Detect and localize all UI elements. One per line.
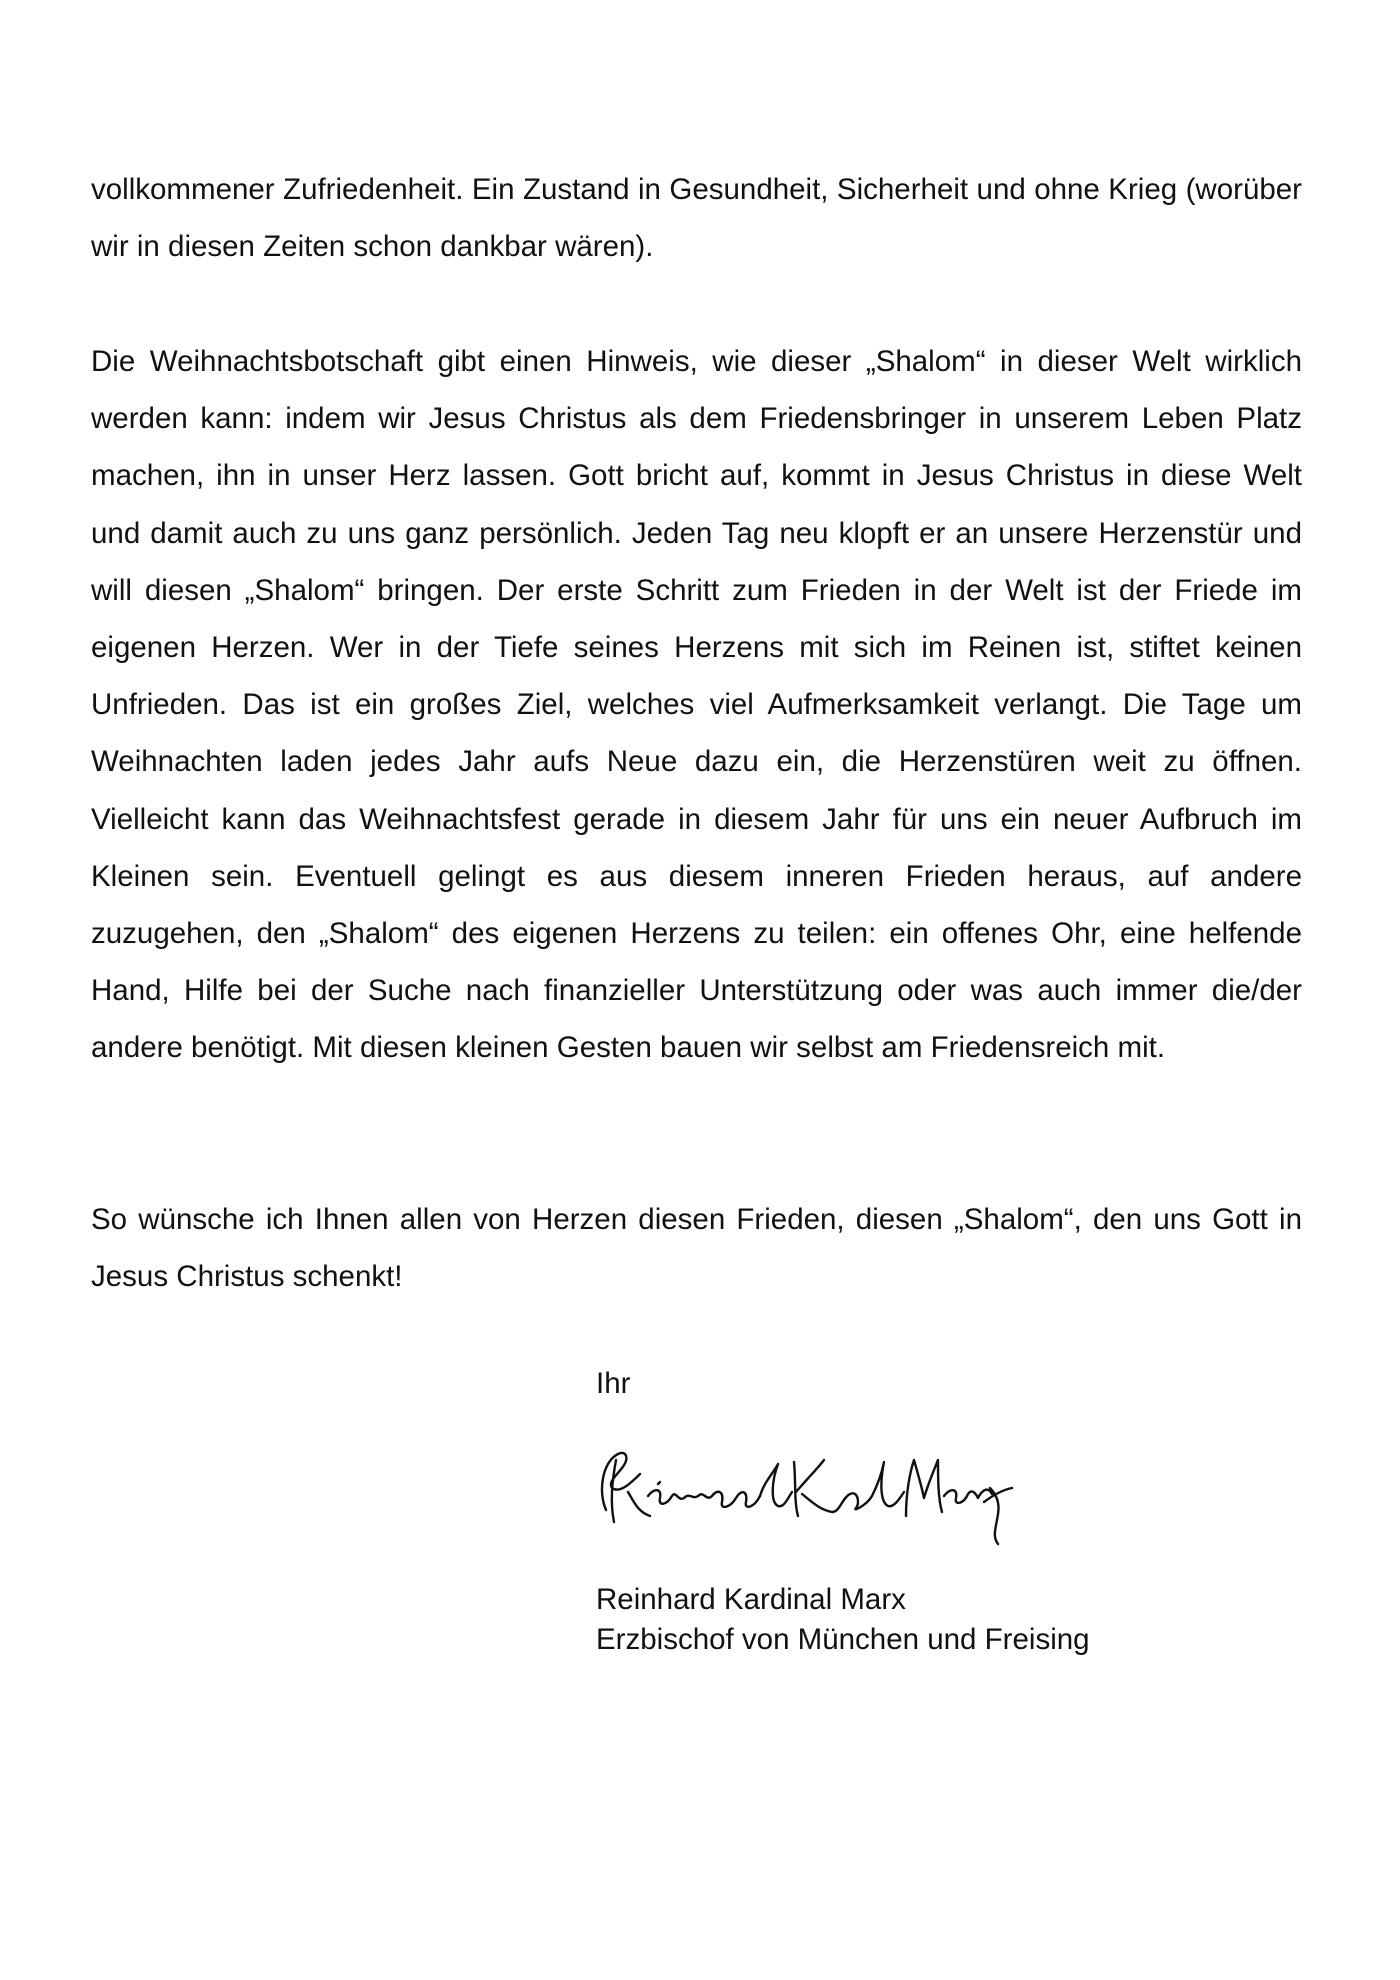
paragraph-1: vollkommener Zufriedenheit. Ein Zustand in Gesundheit, Sicherheit und ohne Krieg (worüber wir in diesen Zeiten schon dankbar wären). xyxy=(91,173,1302,264)
handwritten-signature xyxy=(588,1432,1028,1552)
closing-salutation: Ihr xyxy=(596,1367,631,1400)
paragraph-3: So wünsche ich Ihnen allen von Herzen diesen Frieden, diesen „Shalom“, den uns Gott in Jesus Christus schenkt! xyxy=(91,1203,1302,1294)
signer-name: Reinhard Kardinal Marx xyxy=(596,1583,906,1616)
paragraph-2: Die Weihnachtsbotschaft gibt einen Hinweis, wie dieser „Shalom“ in dieser Welt wirklich werden kann: indem wir Jesus Christus als dem Friedensbringer in unserem Leben Platz machen, ihn in unser Herz lassen. Gott bricht auf, kommt in Jesus Christus in diese Welt und damit auch zu uns ganz persönlich. Jeden Tag neu klopft er an unsere Herzenstür und will diesen „Shalom“ bringen. Der erste Schritt zum Frieden in der Welt ist der Friede im eigenen Herzen. Wer in der Tiefe seines Herzens mit sich im Reinen ist, stiftet keinen Unfrieden. Das ist ein großes Ziel, welches viel Aufmerksamkeit verlangt. Die Tage um Weihnachten laden jedes Jahr aufs Neue dazu ein, die Herzenstüren weit zu öffnen. Vielleicht kann das Weihnachtsfest gerade in diesem Jahr für uns ein neuer Aufbruch im Kleinen sein. Eventuell gelingt es aus diesem inneren Frieden heraus, auf andere zuzugehen, den „Shalom“ des eigenen Herzens zu teilen: ein offenes Ohr, eine helfende Hand, Hilfe bei der Suche nach finanzieller Unterstützung oder was auch immer die/der andere benötigt. Mit diesen kleinen Gesten bauen wir selbst am Friedensreich mit. xyxy=(91,345,1302,1065)
signer-title: Erzbischof von München und Freising xyxy=(596,1623,1090,1656)
